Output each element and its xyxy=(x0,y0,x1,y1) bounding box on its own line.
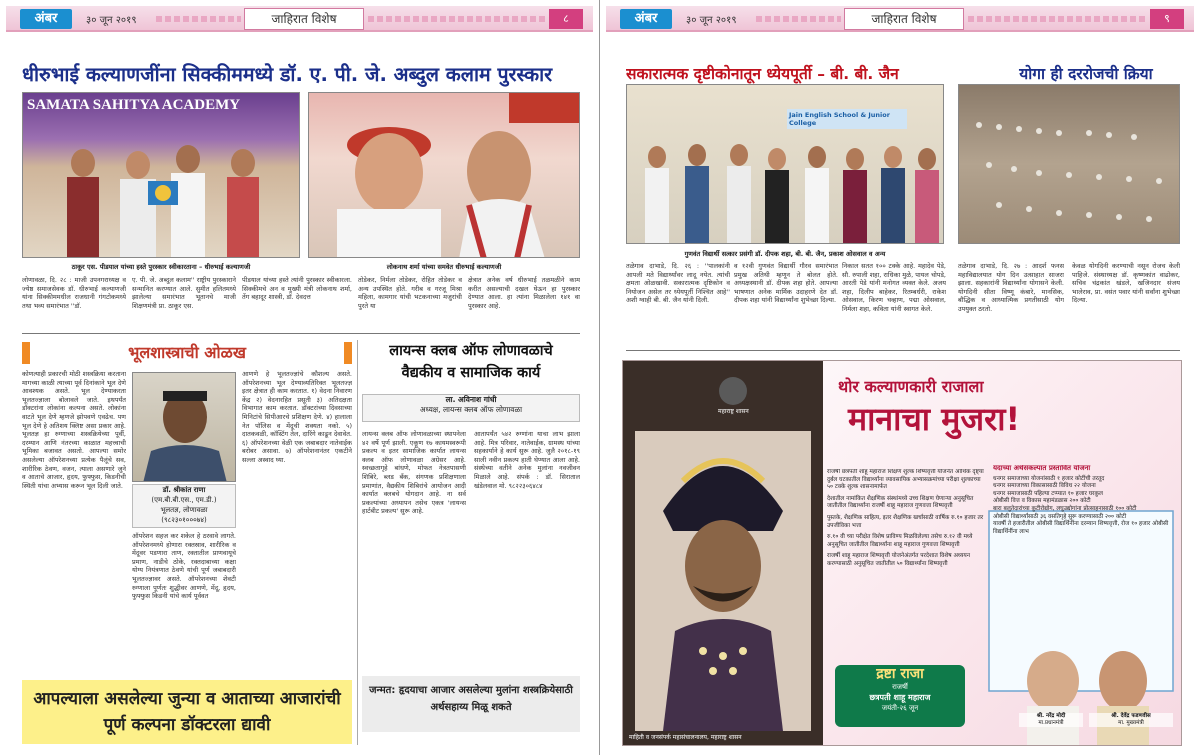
header-section: जाहिरात विशेष xyxy=(244,8,364,30)
seal-sub: राजर्षी xyxy=(892,683,908,691)
ad-box-item: धनगर समाजाच्या योजनांसाठी १ हजार कोटींची तरतूद xyxy=(993,475,1105,482)
doctor-card xyxy=(132,484,236,528)
lions-title-line: लायन्स क्लब ऑफ लोणावळाचे xyxy=(389,343,553,359)
doctor-name: डॉ. श्रीकांत राणा xyxy=(162,486,206,494)
lions-person-role: अध्यक्ष, लायन्स क्लब ऑफ लोणावळा xyxy=(419,405,523,414)
ad-title-main: मानाचा मुजरा! xyxy=(848,400,1021,438)
jain-column: निकाल सतत १०० टक्के आहे. महादेव पेडे, सौ. रुपाली शहा, राधिका मुळे, पायल चोपडे, आरती पेडे यांनी मनोगत व्यक्त केले. अजय शहा, दिलीप बाहेकर, रितम्बर्धरी, राकेश ओसवाल, किरण चव्हाण, पद्मा ओसवाल, निर्मला शहा, कविता यांनी स्वागत केले. xyxy=(842,262,946,313)
pm-name: श्री. नरेंद्र मोदी xyxy=(1036,713,1066,719)
article-column: तोडेकर, निर्मला तोडेकर, रोहित तोडेकर व अन्य उपस्थित होते. गरीब व गरजू मिश्रा महिला, कामगार यांची भटकनाच्या मजुरांची पुरते या xyxy=(358,276,462,310)
seal-name: छत्रपती शाहू महाराज xyxy=(869,693,931,702)
ad-bullets xyxy=(827,469,987,657)
divider xyxy=(22,333,580,334)
school-banner: Jain English School & Junior College xyxy=(787,109,907,129)
jain-column: तळेगाव दाभाडे, दि. २६ : ''पालकांनी आपली मते विद्यार्थ्यांवर लादू नयेत. त्यांची क्षमता ओळखावी. सकारात्मक दृष्टिकोन व नियोजन असेल तर ध्येयपूर्ती निश्चित आहे'' अशी ग्वाही बी. बी. जैन यांनी दिली. xyxy=(626,262,730,305)
ad-box-item: बारा बलुतेदारांच्या कुटीरोद्योग, लघुउद्योगांना प्रोत्साहनासाठी १०० कोटी xyxy=(993,505,1137,512)
main-title: धीरुभाई कल्याणजींना सिक्कीममध्ये डॉ. ए. पी. जे. अब्दुल कलाम पुरस्कार xyxy=(22,63,553,86)
lions-quote: जन्मत: हृदयाचा आजार असलेल्या मुलांना शस्त्रक्रियेसाठी अर्थसहाय्य मिळू शकते xyxy=(362,676,580,732)
header-stripe xyxy=(968,16,1148,22)
doctor-degree: (एम.बी.बी.एस., एम.डी.) xyxy=(151,496,217,504)
jain-title: सकारात्मक दृष्टीकोनातून ध्येयपूर्ती – बी. बी. जैन xyxy=(626,65,899,83)
cm-card xyxy=(1089,713,1173,727)
geo-column: ऑपरेशन सहज कर शकेल हे ठरवावे लागते. ऑपरेशनमध्ये होणारा रक्तस्राव, शारीरिक व मेंदूवर पडणारा ताण, रक्तातील प्राणवायूचे प्रमाण, नाडीचे ठोके, रक्तदाबाच्या कक्षा योग्य नियंत्रणात ठेवणे यांची पूर्ण जबाबदारी भूलतज्ज्ञावर असते. ऑपरेशनच्या शेवटी रुग्णाला पूर्णतः शुद्धीवर आणणे, मेंदू, हृदय, फुफ्फुस किडनी यांचे कार्य पूर्ववत xyxy=(132,532,236,601)
doctor-illustration xyxy=(133,373,236,482)
doctor-phone: (९८२३०१०००७४) xyxy=(161,516,207,524)
page-header xyxy=(606,6,1194,32)
geo-column: आणणे हे भूलतज्ज्ञांचे कौशल्य असते. ऑपरेशनच्या भूल देण्याव्यतिरिक्त भूलतज्ज्ञ इतर क्षेत्रात ही काम करतात. १) वेदना निवारण केंद्र २) वेदनारहित प्रसूती ३) अतिदक्षता विभागात काम करतात. डॉक्टरांच्या दिवसाच्या मिनिटांचे सिपीआरचे प्रशिक्षण देणे. ४) हालाला नेत पॉलिस व मेंदूची शक्यता नको. ५) दातकवळी, कॉस्टिंग तेल, दारिंगे काढून देवावेत. ६) ऑपरेशनच्या वेळी एक जबाबदार नातेवाईक बरोबर असावा. ७) ऑपरेशनानंतर एकटीने सल्ला अस्वाद घ्या. xyxy=(242,370,352,464)
jain-column: व १२वी गुणवंत विद्यार्थी गौरव समारंभात प्रमुख अतिथी म्हणून ते बोलत होते. अध्यक्षस्थानी डॉ. दीपक शहा होते. आपल्या भाषणात अनेक मार्मिक उदाहरणे देत डॉ. दीपक शहा यांनी विद्यार्थ्यांना शुभेच्छा दिल्या. xyxy=(734,262,838,305)
yoga-column: तळेगाव दाभाडे, दि. २७ : आदर्श फनस महाविद्यालयात योग दिन उत्साहात साजरा झाला. सहकारांनी विद्यार्थ्यांना योगासने केली. योगदिनी सीता विष्णू कंबारे, मानसिक, बौद्धिक व आध्यात्मिक प्रगतीसाठी योग उपयुक्त ठरतो. xyxy=(958,262,1064,313)
ad-bullet: पुस्तके, शैक्षणिक साहित्य, इतर शैक्षणिक खर्चासाठी वार्षिक रु.१० हजार तर उपजीविका भत्ता xyxy=(827,514,984,529)
header-date: ३० जून २०१९ xyxy=(686,15,737,26)
people-illustration xyxy=(23,93,300,258)
article-column: क्षेत्रात अनेक वर्ष धीरुभाई तळमळीने काम करीत असल्याची दखल घेऊन हा पुरस्कार देण्यात आला. हा त्यांना मिळालेला १४१ वा पुरस्कार आहे. xyxy=(468,276,580,310)
photo-caption: ठाकूर एस. पीडयाल यांच्या हस्ते पुरस्कार स्वीकारताना – धीरुभाई कल्याणजी xyxy=(71,263,251,271)
right-page xyxy=(600,0,1200,755)
ad-bullet: रु.१० वी च्या परीक्षेत विशेष प्राविण्य मिळविलेल्या तसेच रु.१२ वी मध्ये अनुसूचित जातीतील विद्यार्थ्यांना शाहू महाराज गुणवत्ता शिष्यवृत्ती xyxy=(827,534,973,548)
article-column: पीडयाल यांच्या हस्ते त्यांनी पुरस्कार स्वीकारला. सिक्कीमचे अन व मुख्यी मंत्री लोकनाथ शर्मा, तेंग बहादूर शास्त्री, डॉ. देवदत्त xyxy=(242,276,352,302)
logo: अंबर xyxy=(620,9,672,29)
doctor-photo xyxy=(132,372,236,482)
banner-text: SAMATA SAHITYA ACADEMY xyxy=(27,97,241,113)
people-illustration xyxy=(627,85,944,244)
seal-title: द्रष्टा राजा xyxy=(876,666,924,682)
ad-box xyxy=(993,465,1173,615)
doctor-place: भूलतज्ञ, लोणावळा xyxy=(160,506,208,514)
lions-column: लायन्स क्लब ऑफ लोणावळाच्या स्थापनेला ४२ वर्षे पूर्ण झाली. एकूण १७ कायमस्वरूपी प्रकल्प व इतर सामाजिक कार्यात लायन्स क्लब ऑफ लोणावळा अग्रेसर आहे. स्वच्छतागृहे बांधणे, मोफत नेत्रतपासणी शिबिरे, ब्लड बँक, संगणक प्रशिक्षणाला प्रमाणांत, वैद्यकीय शिबिरांचे आयोजन आदी कार्यात क्लबचे योगदान आहे. ना सर्व प्रकल्पांच्या अध्यापन तसेच एकत्र 'लायन्स हार्टबीट प्रकल्प' सुरू आहे. xyxy=(362,430,466,516)
ad-bullet: राजर्षी शाहू महाराज शिष्यवृत्ती योजनेअंतर्गत परदेशात विशेष अध्ययन करण्यासाठी अनुसूचित जातीतील ५० विद्यार्थ्यांना शिष्यवृत्ती xyxy=(827,553,970,567)
lions-column: आतापर्यंत ५४२ रुग्णांना याचा लाभ झाला आहे. मित्र परिवार, नातेवाईक, ग्रामस्थ यांच्या सहकार्याने हे कार्य सुरू आहे. जुलै २०१८-१९ साली नवीन प्रकल्प हाती घेण्यात आला आहे. संस्थेच्या वतीने अनेक मुलांना नवजीवन मिळाले आहे. संपर्क : डॉ. सिराताल खंडेलवाल मो. ९८२२३०६४८४ xyxy=(474,430,580,490)
photo-caption: लोकनाथ शर्मा यांच्या समवेत धीरुभाई कल्याणजी xyxy=(386,263,502,271)
yoga-title: योगा ही दररोजची क्रिया xyxy=(1019,65,1153,83)
govt-label: महाराष्ट्र शासन xyxy=(718,408,749,415)
geo-quote: आपल्याला असलेल्या जुन्या व आताच्या आजारांची पूर्ण कल्पना डॉक्टरला द्यावी xyxy=(22,680,352,744)
header-date: ३० जून २०१९ xyxy=(86,15,137,26)
pm-role: मा.प्रधानमंत्री xyxy=(1038,720,1064,726)
lions-title-line: वैद्यकीय व सामाजिक कार्य xyxy=(401,365,541,381)
page-header xyxy=(6,6,593,32)
divider xyxy=(626,350,1180,351)
geo-column: कोणत्याही प्रकारची मोठी शस्त्रक्रिया करताना मागच्या काळी त्याच्या पूर्व दिनांकाने भूल देणे आवश्यक असते. भूल देण्याकरता भूलतज्ज्ञाला बोलावले जाते. इथपर्यंत डॉक्टरांना लोकांना कल्पना असते. लोकांना वाटते भूल देणे म्हणजे झोपवणे एवढेच. पण भूल देणे हे अतिशय क्लिष्ट असा प्रकार आहे. भूलतज्ञ हा रुग्णाच्या शस्त्रक्रियेच्या पूर्वी, दरम्यान आणि नंतरच्या काळात महत्त्वाची भूमिका बजावत असतो. आपल्या समोर असलेल्या ऑपरेशनच्या प्रत्येक पैलूंचे सव, शारीरिक ठेवण, वजन, त्याला असणारे जुने व आताचे आजार, हृदय, फुफ्फुस, किडनीची स्थिती यांचा अभ्यास करून भूल दिली जाते. xyxy=(22,370,126,490)
ad-seal xyxy=(835,665,965,727)
government-ad xyxy=(622,360,1182,746)
portrait-photo xyxy=(308,92,580,258)
felicitation-photo xyxy=(626,84,944,244)
yoga-column: केवळ योगदिनी करण्याची नसून रोजच केली पाहिजे. संस्थाध्यक्ष डॉ. कृष्णकांत वाढोकर, सचिव चंद्रकांत खंडले, खजिनदार संजय भालेराव, प्रा. वसंत पवार यांनी सर्वांना शुभेच्छा दिल्या. xyxy=(1072,262,1180,305)
header-stripe xyxy=(368,16,548,22)
yoga-photo xyxy=(958,84,1180,244)
ad-title-top: थोर कल्याणकारी राजाला xyxy=(838,377,984,396)
page-number: ८ xyxy=(549,9,583,29)
column-divider xyxy=(357,340,358,745)
geo-title: भूलशास्त्राची ओळख xyxy=(22,342,352,364)
lions-person-name: ला. अविनाश गांधी xyxy=(445,395,497,404)
pm-card xyxy=(1019,713,1083,727)
seal-date: जयंती-२६ जून xyxy=(881,704,919,712)
cm-role: मा. मुख्यमंत्री xyxy=(1118,720,1144,726)
lions-title xyxy=(362,340,580,384)
logo: अंबर xyxy=(20,9,72,29)
people-illustration xyxy=(309,93,580,258)
header-stripe xyxy=(756,16,841,22)
ad-bullet: राजर्षी छत्रपती शाहू महाराज शिक्षण शुल्क शिष्यवृत्ती योजनेत आर्थिक दृष्ट्या दुर्बल घटकातील विद्यार्थ्यांना व्यावसायिक अभ्यासक्रमांच्या परीक्षा शुल्काच्या ५० टक्के शुल्क शासनामार्फत xyxy=(827,469,984,491)
ad-box-item: यावर्षी ते हजारीतील ओबीसी विद्यार्थिनींना दरम्यान शिष्यवृत्ती, रोज १० हजार ओबीसी विद्यार्थिनींना लाभ xyxy=(993,521,1169,535)
cm-name: श्री. देवेंद्र फडणवीस xyxy=(1111,713,1151,719)
ad-box-item: धनगर समाजाच्या विकासासाठी विविध २२ योजना xyxy=(993,483,1096,490)
article-column: ए. पी. जे. अब्दुल कलाम'' राष्ट्रीय पुरस्काराने सन्मानित करण्यात आले. सुमीत हलितमध्ये झालेल्या समारंभात भूतानचे माजी शिक्षणमंत्री प्रा. ठाकूर एस. xyxy=(132,276,236,310)
header-section: जाहिरात विशेष xyxy=(844,8,964,30)
ad-box-item: धनगर समाजासाठी पहिल्या टप्प्यात १० हजार घरकुल xyxy=(993,490,1103,497)
ad-box-item: ओबीसी वित्त व विकास महामंडळास २०० कोटी xyxy=(993,498,1091,505)
photo-caption: गुणवंत विद्यार्थी सत्कार प्रसंगी डॉ. दीपक शहा, बी. बी. जैन, प्रकाश ओसवाल व अन्य xyxy=(684,250,886,258)
header-stripe xyxy=(156,16,241,22)
article-column: लोणावळा, दि. २८ : माजी उपनगराध्यक्ष व ज्येष्ठ समाजसेवक डॉ. धीरुभाई कल्याणजी यांना सिक्कीममधील राजधानी गंगटोकमध्ये तथा भव्य समारंभात ''डॉ. xyxy=(22,276,126,310)
lions-person xyxy=(362,394,580,422)
ad-footer: माहिती व जनसंपर्क महासंचालनालय, महाराष्ट्र शासन xyxy=(629,734,742,741)
yoga-illustration xyxy=(959,85,1180,244)
ad-bullet: देशातील नामांकित शैक्षणिक संस्थांमध्ये उच्च शिक्षण घेणाऱ्या अनुसूचित जातीतील विद्यार्थ्यांना राजर्षी शाहू महाराज गुणवत्ता शिष्यवृत्ती xyxy=(827,495,974,510)
page-number: ९ xyxy=(1150,9,1184,29)
award-photo xyxy=(22,92,300,258)
ad-box-item: ओबीसी विद्यार्थ्यांसाठी ३६ वसतिगृहे सुरू करण्यासाठी २०० कोटी xyxy=(993,513,1127,520)
ad-box-title: यंदाच्या अर्थसंकल्पात प्रस्तावित योजना xyxy=(993,465,1091,472)
